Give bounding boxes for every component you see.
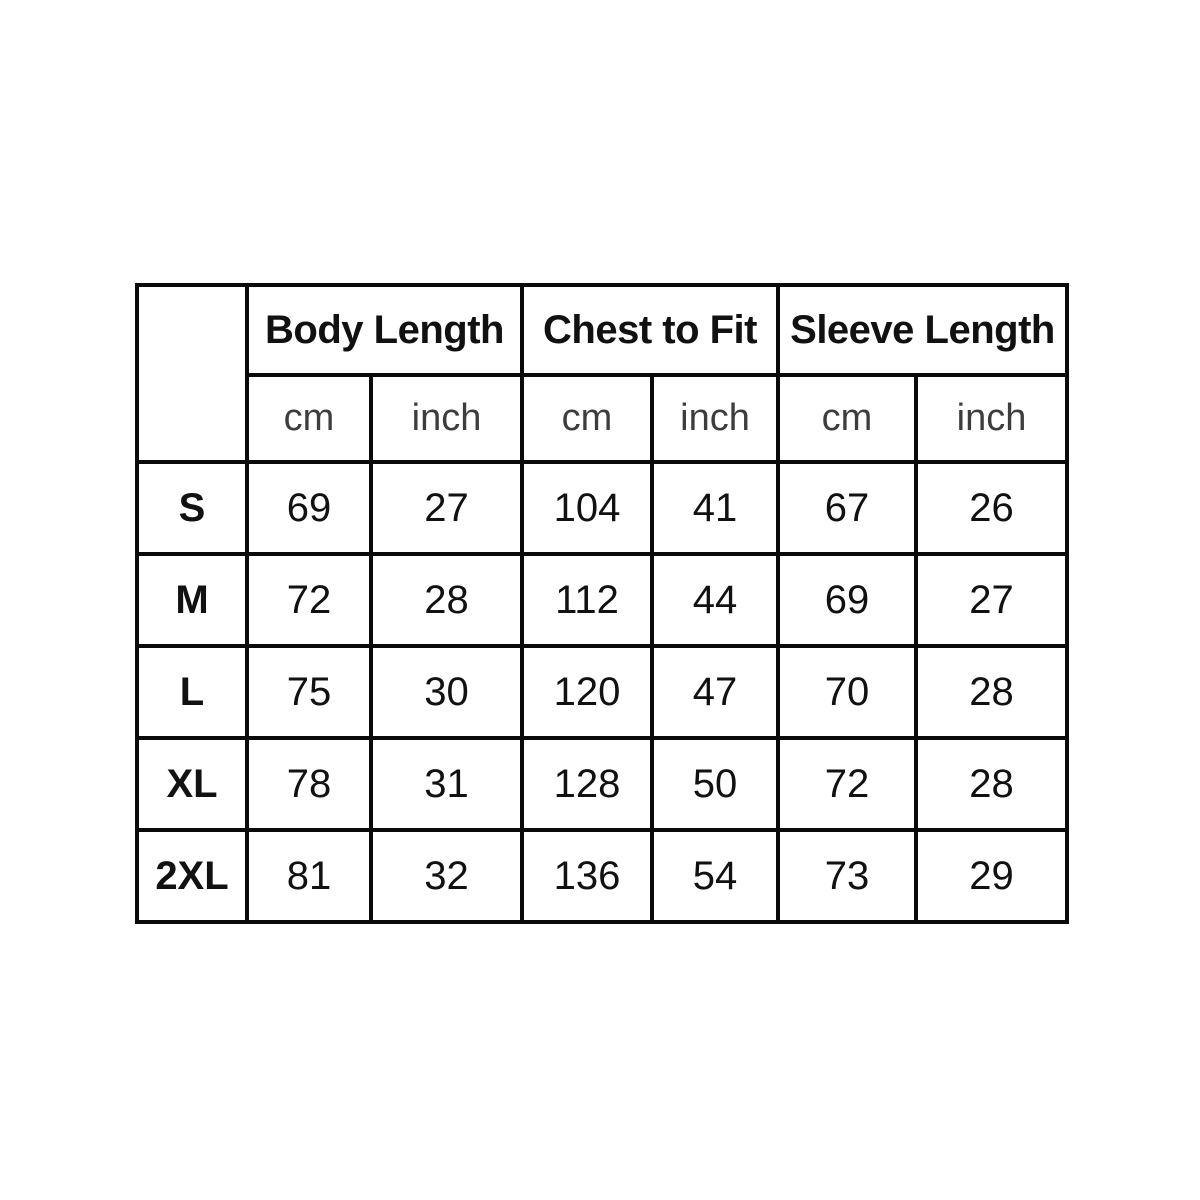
measurement-cell: 44 — [652, 554, 778, 646]
measurement-cell: 72 — [247, 554, 371, 646]
measurement-cell: 73 — [778, 830, 916, 922]
measurement-cell: 26 — [916, 462, 1067, 554]
unit-header-sleeve-inch: inch — [916, 375, 1067, 462]
measurement-cell: 50 — [652, 738, 778, 830]
unit-header-body-inch: inch — [371, 375, 522, 462]
table-row-s — [137, 462, 1067, 554]
measurement-cell: 54 — [652, 830, 778, 922]
size-label: M — [137, 554, 247, 646]
measurement-cell: 28 — [916, 738, 1067, 830]
table-row-xl — [137, 738, 1067, 830]
group-header-body-length: Body Length — [247, 285, 522, 375]
measurement-cell: 120 — [522, 646, 652, 738]
measurement-cell: 75 — [247, 646, 371, 738]
measurement-cell: 27 — [371, 462, 522, 554]
table-row-m — [137, 554, 1067, 646]
measurement-cell: 29 — [916, 830, 1067, 922]
unit-header-body-cm: cm — [247, 375, 371, 462]
measurement-cell: 30 — [371, 646, 522, 738]
measurement-cell: 27 — [916, 554, 1067, 646]
measurement-cell: 31 — [371, 738, 522, 830]
size-label: XL — [137, 738, 247, 830]
measurement-cell: 69 — [247, 462, 371, 554]
corner-spacer — [137, 285, 247, 462]
size-label: 2XL — [137, 830, 247, 922]
group-header-sleeve-length: Sleeve Length — [778, 285, 1067, 375]
measurement-cell: 104 — [522, 462, 652, 554]
measurement-cell: 28 — [916, 646, 1067, 738]
measurement-cell: 69 — [778, 554, 916, 646]
group-header-chest-to-fit: Chest to Fit — [522, 285, 778, 375]
measurement-cell: 136 — [522, 830, 652, 922]
measurement-cell: 67 — [778, 462, 916, 554]
measurement-cell: 70 — [778, 646, 916, 738]
measurement-cell: 41 — [652, 462, 778, 554]
size-label: L — [137, 646, 247, 738]
measurement-cell: 78 — [247, 738, 371, 830]
unit-header-chest-inch: inch — [652, 375, 778, 462]
unit-header-sleeve-cm: cm — [778, 375, 916, 462]
table-row-l — [137, 646, 1067, 738]
measurement-cell: 112 — [522, 554, 652, 646]
measurement-cell: 128 — [522, 738, 652, 830]
measurement-cell: 32 — [371, 830, 522, 922]
size-chart-table — [135, 283, 1069, 924]
measurement-cell: 28 — [371, 554, 522, 646]
measurement-cell: 81 — [247, 830, 371, 922]
measurement-cell: 72 — [778, 738, 916, 830]
size-label: S — [137, 462, 247, 554]
unit-header-chest-cm: cm — [522, 375, 652, 462]
measurement-cell: 47 — [652, 646, 778, 738]
table-row-2xl — [137, 830, 1067, 922]
